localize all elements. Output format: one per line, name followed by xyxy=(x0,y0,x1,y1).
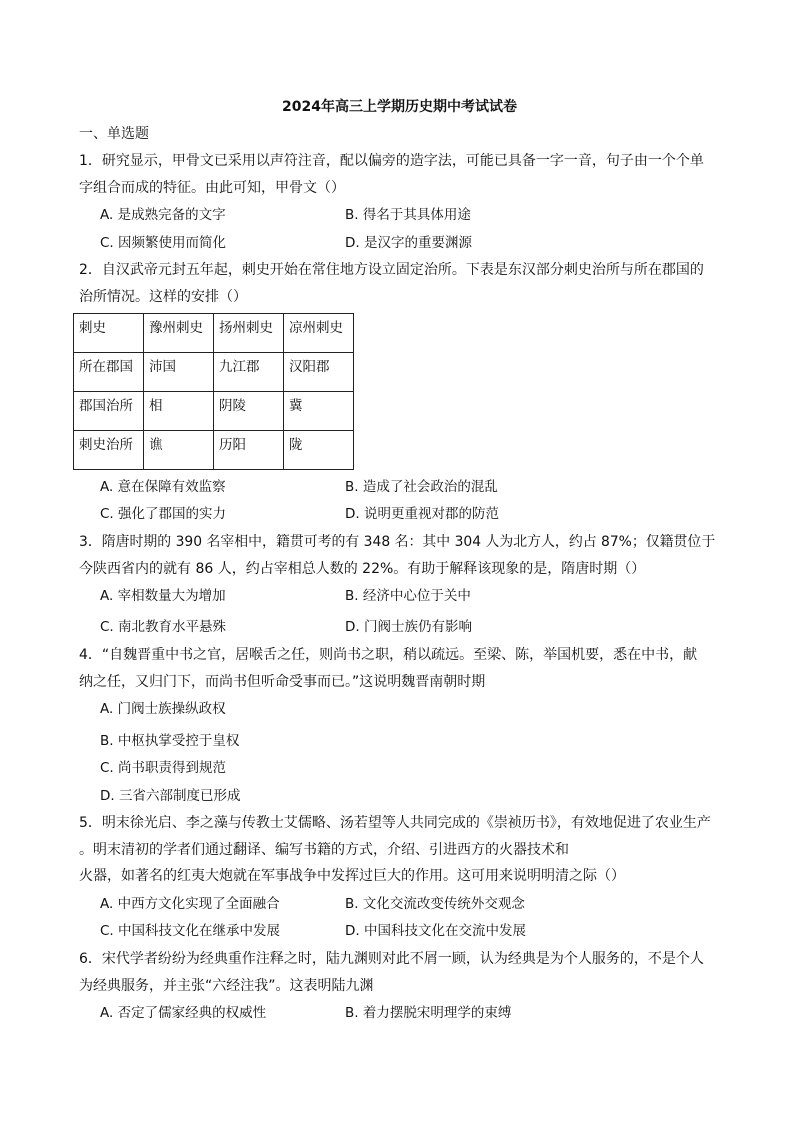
question-1-option-c[interactable]: C. 因频繁使用而简化 xyxy=(100,235,227,251)
table-cell: 冀 xyxy=(284,392,354,431)
table-cell: 九江郡 xyxy=(214,353,284,392)
question-6-option-b[interactable]: B. 着力摆脱宋明理学的束缚 xyxy=(345,1005,512,1021)
question-4-line-2: 纳之任，又归门下，而尚书但听命受事而已。”这说明魏晋南朝时期 xyxy=(79,674,486,690)
table-cell: 豫州刺史 xyxy=(144,314,214,353)
question-5-option-b[interactable]: B. 文化交流改变传统外交观念 xyxy=(345,896,525,912)
question-3-option-d[interactable]: D. 门阀士族仍有影响 xyxy=(345,619,472,635)
question-2-option-d[interactable]: D. 说明更重视对郡的防范 xyxy=(345,506,499,522)
table-cell: 谯 xyxy=(144,431,214,470)
question-1-option-b[interactable]: B. 得名于其具体用途 xyxy=(345,207,471,223)
question-5-line-3: 火器，如著名的红夷大炮就在军事战争中发挥过巨大的作用。这可用来说明明清之际（） xyxy=(79,868,625,884)
question-4-option-c[interactable]: C. 尚书职责得到规范 xyxy=(100,760,227,776)
question-3-option-a[interactable]: A. 宰相数量大为增加 xyxy=(100,588,226,604)
table-cell: 扬州刺史 xyxy=(214,314,284,353)
question-1-option-d[interactable]: D. 是汉字的重要渊源 xyxy=(345,235,472,251)
table-cell: 刺史 xyxy=(74,314,144,353)
question-6-line-2: 为经典服务，并主张“六经注我”。这表明陆九渊 xyxy=(79,978,374,994)
question-3-option-b[interactable]: B. 经济中心位于关中 xyxy=(345,588,471,604)
question-2-option-b[interactable]: B. 造成了社会政治的混乱 xyxy=(345,479,498,495)
question-2-option-a[interactable]: A. 意在保障有效监察 xyxy=(100,479,226,495)
question-6-option-a[interactable]: A. 否定了儒家经典的权威性 xyxy=(100,1005,267,1021)
table-row xyxy=(74,431,354,470)
table-cell: 阴陵 xyxy=(214,392,284,431)
question-5-option-a[interactable]: A. 中西方文化实现了全面融合 xyxy=(100,896,280,912)
question-3-line-1: 3．隋唐时期的 390 名宰相中，籍贯可考的有 348 名：其中 304 人为北方人，约占 87%；仅籍贯位于 xyxy=(79,534,716,550)
table-row xyxy=(74,353,354,392)
table-row xyxy=(74,392,354,431)
question-3-option-c[interactable]: C. 南北教育水平悬殊 xyxy=(100,619,227,635)
question-4-option-b[interactable]: B. 中枢执掌受控于皇权 xyxy=(100,733,240,749)
question-2-option-c[interactable]: C. 强化了郡国的实力 xyxy=(100,506,227,522)
question-2-line-2: 治所情况。这样的安排（） xyxy=(79,289,247,305)
table-cell: 陇 xyxy=(284,431,354,470)
question-4-option-a[interactable]: A. 门阀士族操纵政权 xyxy=(100,701,226,717)
question-1-line-1: 1．研究显示，甲骨文已采用以声符注音，配以偏旁的造字法，可能已具备一字一音，句子由一个个单 xyxy=(79,153,704,169)
question-4-option-d[interactable]: D. 三省六部制度已形成 xyxy=(100,788,241,804)
page-title: 2024年高三上学期历史期中考试试卷 xyxy=(282,99,517,115)
table-cell: 刺史治所 xyxy=(74,431,144,470)
section-heading: 一、单选题 xyxy=(79,126,149,142)
question-5-line-2: 。明末清初的学者们通过翻译、编写书籍的方式，介绍、引进西方的火器技术和 xyxy=(79,842,569,858)
question-5-line-1: 5．明末徐光启、李之藻与传教士艾儒略、汤若望等人共同完成的《崇祯历书》，有效地促进了农业生产 xyxy=(79,815,711,831)
question-1-line-2: 字组合而成的特征。由此可知，甲骨文（） xyxy=(79,180,345,196)
table-cell: 所在郡国 xyxy=(74,353,144,392)
table-cell: 沛国 xyxy=(144,353,214,392)
table-cell: 凉州刺史 xyxy=(284,314,354,353)
table-cell: 汉阳郡 xyxy=(284,353,354,392)
question-1-option-a[interactable]: A. 是成熟完备的文字 xyxy=(100,207,226,223)
question-5-option-c[interactable]: C. 中国科技文化在继承中发展 xyxy=(100,923,281,939)
table-cell: 郡国治所 xyxy=(74,392,144,431)
table-row xyxy=(74,314,354,353)
question-3-line-2: 今陕西省内的就有 86 人，约占宰相总人数的 22%。有助于解释该现象的是，隋唐时期（） xyxy=(79,561,646,577)
question-4-line-1: 4．“自魏晋重中书之官，居喉舌之任，则尚书之职，稍以疏远。至梁、陈，举国机要，悉在中书，献 xyxy=(79,647,698,663)
governor-seat-table xyxy=(73,313,354,470)
question-2-line-1: 2．自汉武帝元封五年起，刺史开始在常住地方设立固定治所。下表是东汉部分刺史治所与所在郡国的 xyxy=(79,262,704,278)
table-cell: 历阳 xyxy=(214,431,284,470)
table-cell: 相 xyxy=(144,392,214,431)
question-5-option-d[interactable]: D. 中国科技文化在交流中发展 xyxy=(345,923,526,939)
question-6-line-1: 6．宋代学者纷纷为经典重作注释之时，陆九渊则对此不屑一顾，认为经典是为个人服务的，不是个人 xyxy=(79,951,704,967)
